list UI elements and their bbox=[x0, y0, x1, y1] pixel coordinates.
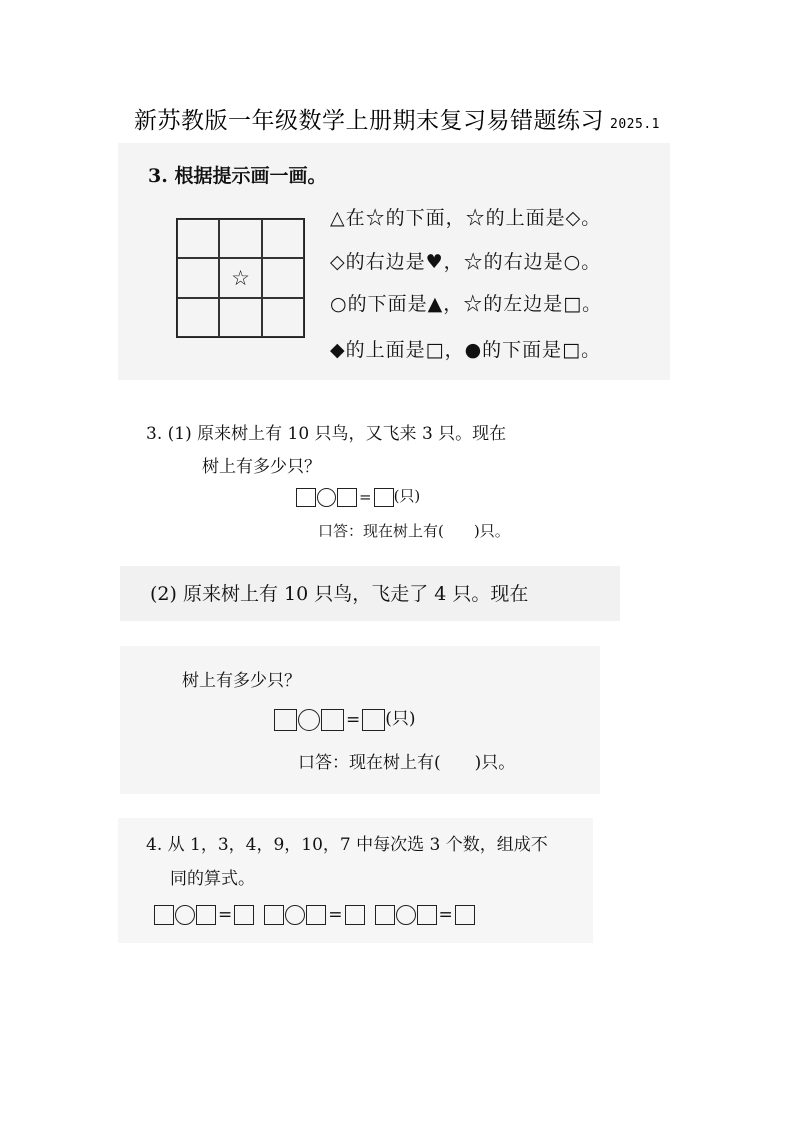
operator-circle[interactable] bbox=[298, 709, 320, 731]
grid-cell[interactable] bbox=[177, 298, 219, 337]
equation-template bbox=[264, 904, 364, 925]
answer-box[interactable] bbox=[455, 905, 475, 925]
word-problem-1 bbox=[140, 405, 560, 548]
answer-box[interactable] bbox=[196, 905, 216, 925]
exercise-heading: 3. 根据提示画一画。 bbox=[148, 165, 327, 187]
answer-box[interactable] bbox=[362, 709, 385, 731]
unit-label: (只) bbox=[393, 487, 421, 505]
title-date: 2025.1 bbox=[610, 117, 660, 132]
answer-box[interactable] bbox=[306, 905, 326, 925]
unit-label: (只) bbox=[385, 709, 416, 729]
equation-template bbox=[375, 904, 475, 925]
clue-line: △在☆的下面，☆的上面是◇。 bbox=[330, 207, 602, 229]
problem-text-line1: 4. 从 1，3，4，9，10，7 中每次选 3 个数，组成不 bbox=[146, 835, 548, 855]
operator-circle[interactable] bbox=[396, 905, 416, 925]
grid-cell[interactable] bbox=[262, 219, 304, 258]
problem-text-line1: (2) 原来树上有 10 只鸟，飞走了 4 只。现在 bbox=[150, 583, 529, 605]
problem-text-line2: 树上有多少只？ bbox=[202, 457, 321, 477]
word-problem-2-body bbox=[120, 646, 600, 794]
answer-line: 口答：现在树上有( )只。 bbox=[298, 753, 516, 773]
grid-cell[interactable] bbox=[262, 298, 304, 337]
equals-sign: = bbox=[438, 904, 453, 925]
equals-sign: = bbox=[328, 904, 343, 925]
answer-box[interactable] bbox=[345, 905, 365, 925]
grid-cell-center[interactable] bbox=[219, 258, 261, 297]
grid-exercise bbox=[118, 143, 670, 380]
equals-sign: = bbox=[359, 488, 372, 506]
page-title bbox=[0, 102, 794, 135]
answer-box[interactable] bbox=[264, 905, 284, 925]
three-by-three-grid bbox=[176, 218, 305, 338]
answer-box[interactable] bbox=[296, 488, 316, 507]
equals-sign: = bbox=[346, 709, 361, 730]
answer-box[interactable] bbox=[154, 905, 174, 925]
grid-cell[interactable] bbox=[219, 219, 261, 258]
equation-template bbox=[154, 904, 254, 925]
answer-box[interactable] bbox=[234, 905, 254, 925]
problem-text-line2: 同的算式。 bbox=[170, 869, 255, 889]
grid-cell[interactable] bbox=[219, 298, 261, 337]
clue-line: ◆的上面是□，●的下面是□。 bbox=[330, 339, 602, 361]
equals-sign: = bbox=[218, 904, 233, 925]
title-text: 新苏教版一年级数学上册期末复习易错题练习 bbox=[134, 108, 605, 134]
answer-box[interactable] bbox=[337, 488, 357, 507]
equation-row bbox=[154, 904, 485, 925]
grid-cell[interactable] bbox=[177, 258, 219, 297]
answer-box[interactable] bbox=[417, 905, 437, 925]
operator-circle[interactable] bbox=[175, 905, 195, 925]
operator-circle[interactable] bbox=[285, 905, 305, 925]
answer-box[interactable] bbox=[374, 488, 394, 507]
problem-text-line1: 3. (1) 原来树上有 10 只鸟，又飞来 3 只。现在 bbox=[146, 424, 507, 444]
grid-cell[interactable] bbox=[177, 219, 219, 258]
equation-row bbox=[274, 704, 416, 731]
word-problem-2-header bbox=[120, 566, 620, 621]
clue-line: ◇的右边是♥，☆的右边是○。 bbox=[330, 251, 602, 273]
operator-circle[interactable] bbox=[317, 488, 336, 507]
answer-line: 口答：现在树上有( )只。 bbox=[318, 522, 510, 540]
grid-cell[interactable] bbox=[262, 258, 304, 297]
number-combination-exercise bbox=[118, 818, 593, 943]
answer-box[interactable] bbox=[375, 905, 395, 925]
answer-box[interactable] bbox=[274, 709, 297, 731]
clue-line: ○的下面是▲，☆的左边是□。 bbox=[330, 293, 603, 315]
answer-box[interactable] bbox=[321, 709, 344, 731]
equation-row bbox=[296, 485, 420, 507]
problem-text-line2: 树上有多少只？ bbox=[182, 671, 301, 691]
star-icon: ☆ bbox=[231, 265, 250, 290]
